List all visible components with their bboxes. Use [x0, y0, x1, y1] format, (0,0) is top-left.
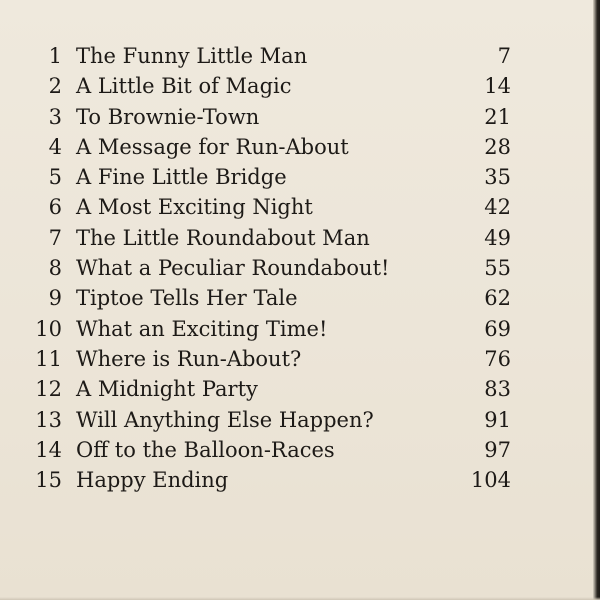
toc-entry	[0, 41, 600, 71]
chapter-number: 14	[35, 437, 62, 462]
toc-entry	[0, 465, 600, 495]
page-number: 42	[484, 195, 511, 220]
page-number: 28	[484, 134, 511, 159]
page-edge-shadow	[593, 0, 600, 600]
chapter-title: A Message for Run-About	[76, 134, 349, 159]
page-number: 49	[484, 225, 511, 250]
chapter-title: Where is Run-About?	[76, 346, 302, 371]
page-number: 62	[484, 286, 511, 311]
chapter-title: What an Exciting Time!	[76, 316, 328, 341]
chapter-number: 9	[48, 286, 62, 311]
toc-entry	[0, 405, 600, 435]
chapter-number: 1	[48, 44, 62, 68]
toc-entry	[0, 71, 600, 101]
chapter-title: The Funny Little Man	[76, 44, 308, 68]
chapter-title: A Fine Little Bridge	[76, 165, 287, 190]
chapter-number: 13	[35, 407, 62, 432]
toc-entry	[0, 314, 600, 344]
page-number: 69	[484, 316, 511, 341]
toc-entry	[0, 132, 600, 162]
chapter-number: 7	[48, 225, 62, 250]
page-number: 104	[470, 468, 511, 493]
toc-entry	[0, 192, 600, 222]
chapter-number: 8	[48, 256, 62, 281]
page-number: 55	[484, 256, 511, 281]
chapter-number: 4	[48, 134, 62, 159]
chapter-title: What a Peculiar Roundabout!	[76, 256, 390, 281]
page-number: 91	[484, 407, 511, 432]
chapter-title: Tiptoe Tells Her Tale	[76, 286, 298, 311]
chapter-number: 11	[35, 346, 62, 371]
chapter-title: Will Anything Else Happen?	[76, 407, 374, 432]
chapter-title: The Little Roundabout Man	[76, 225, 370, 250]
chapter-title: To Brownie-Town	[76, 104, 260, 129]
chapter-number: 12	[35, 377, 62, 402]
toc-entry	[0, 374, 600, 404]
chapter-number: 10	[35, 316, 62, 341]
chapter-title: A Little Bit of Magic	[76, 74, 292, 99]
chapter-number: 5	[48, 165, 62, 190]
chapter-number: 2	[48, 74, 62, 99]
page-number: 7	[497, 44, 511, 68]
page-number: 76	[484, 346, 511, 371]
toc-entry	[0, 223, 600, 253]
chapter-title: Happy Ending	[76, 468, 229, 493]
toc-entry	[0, 102, 600, 132]
toc-entry	[0, 435, 600, 465]
page-number: 21	[484, 104, 511, 129]
toc-entry	[0, 253, 600, 283]
toc-entry	[0, 283, 600, 313]
page-number: 83	[484, 377, 511, 402]
chapter-title: A Most Exciting Night	[76, 195, 313, 220]
page-number: 35	[484, 165, 511, 190]
chapter-title: A Midnight Party	[76, 377, 258, 402]
toc-entry	[0, 344, 600, 374]
page-number: 97	[484, 437, 511, 462]
chapter-number: 15	[35, 468, 62, 493]
chapter-number: 3	[48, 104, 62, 129]
page-number: 14	[484, 74, 511, 99]
toc-entry	[0, 162, 600, 192]
chapter-title: Off to the Balloon-Races	[76, 437, 335, 462]
table-of-contents	[0, 41, 600, 495]
chapter-number: 6	[48, 195, 62, 220]
